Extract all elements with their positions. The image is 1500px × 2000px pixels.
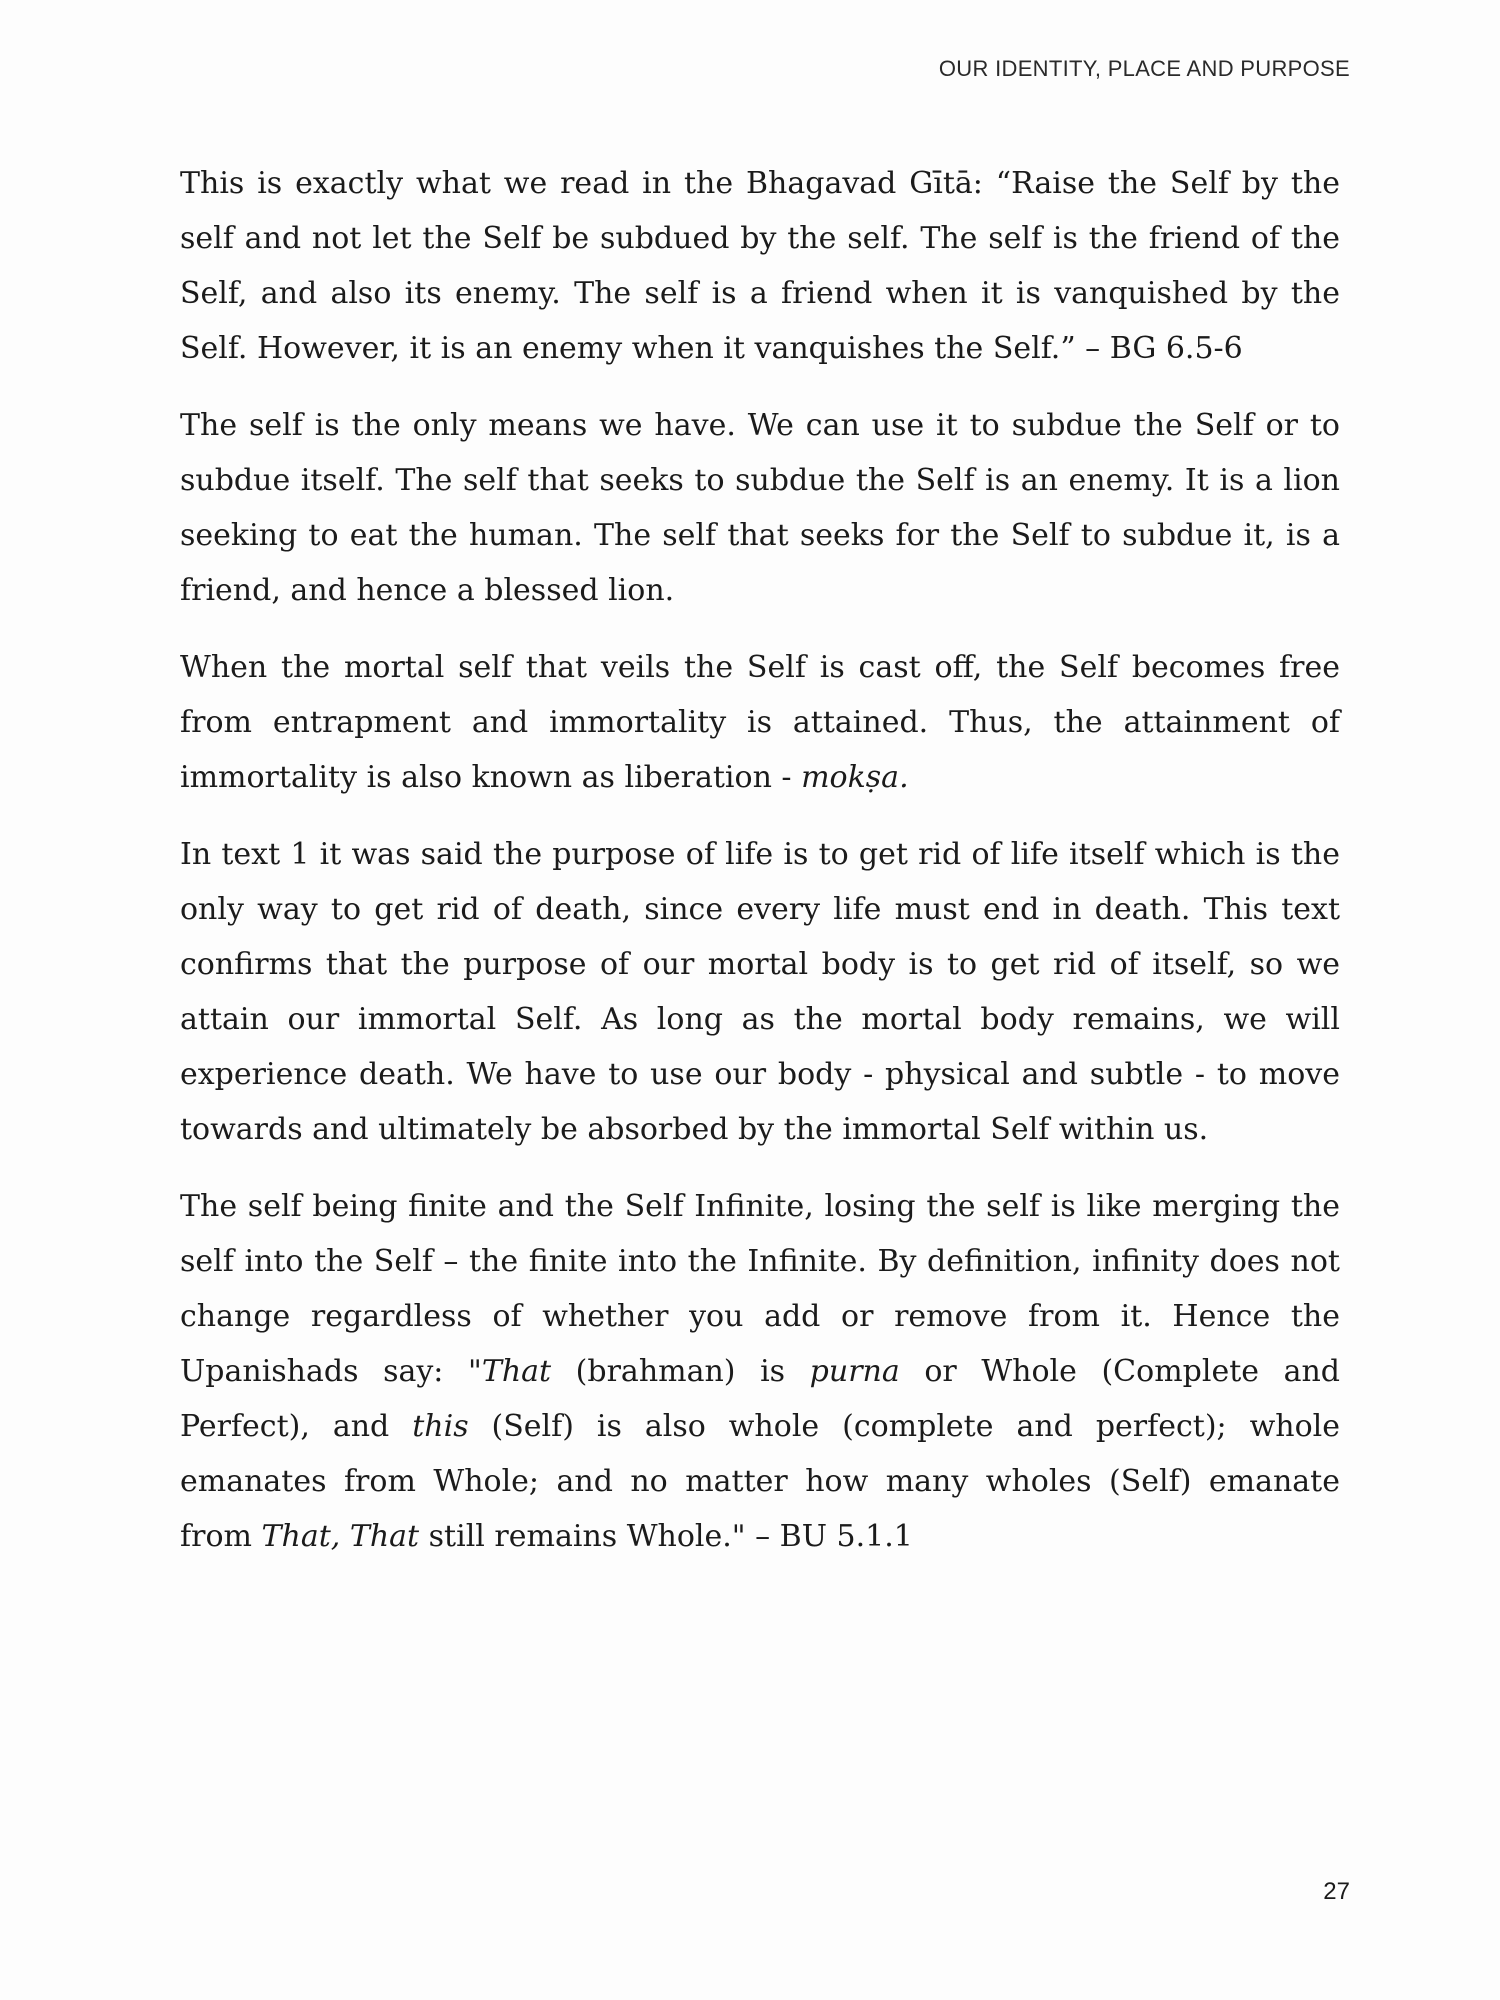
italic-term-moksa: mokṣa. <box>801 760 909 795</box>
italic-term-that-that: That, That <box>261 1519 420 1554</box>
paragraph-text: When the mortal self that veils the Self is cast off, the Self becomes free from entrapment and immortality is attained. Thus, the attainment of immortality is also known as liberation - <box>180 650 1340 795</box>
paragraph-liberation <box>180 640 1340 805</box>
paragraph-bhagavad-gita-quote: This is exactly what we read in the Bhagavad Gītā: “Raise the Self by the self and not let the Self be subdued by the self. The self is the friend of the Self, and also its enemy. The self is a friend when it is vanquished by the Self. However, it is an enemy when it vanquishes the Self.” – BG 6.5-6 <box>180 166 1340 366</box>
running-header: OUR IDENTITY, PLACE AND PURPOSE <box>938 56 1350 81</box>
italic-term-purna: purna <box>809 1354 900 1389</box>
italic-term-this: this <box>412 1409 469 1444</box>
paragraph-text: still remains Whole." – BU 5.1.1 <box>419 1519 913 1554</box>
paragraph-text: The self being finite and the Self Infinite, losing the self is like merging the self into the Self – the finite into the Infinite. By definition, infinity does not change regardless of whether you add or remove from it. Hence the Upanishads say: " <box>180 1189 1340 1389</box>
body-text <box>180 156 1340 1586</box>
paragraph-self-as-means: The self is the only means we have. We can use it to subdue the Self or to subdue itself. The self that seeks to subdue the Self is an enemy. It is a lion seeking to eat the human. The self that seeks for the Self to subdue it, is a friend, and hence a blessed lion. <box>180 408 1340 608</box>
paragraph-text: (Self) is also whole (complete and perfect); whole emanates from Whole; and no matter how many wholes (Self) emanate from <box>180 1409 1341 1554</box>
paragraph-purpose-of-life: In text 1 it was said the purpose of life is to get rid of life itself which is the only way to get rid of death, since every life must end in death. This text confirms that the purpose of our mortal body is to get rid of itself, so we attain our immortal Self. As long as the mortal body remains, we will experience death. We have to use our body - physical and subtle - to move towards and ultimately be absorbed by the immortal Self within us. <box>180 837 1340 1147</box>
paragraph-text: (brahman) is <box>551 1354 810 1389</box>
paragraph-text: or Whole (Complete and Perfect), and <box>180 1354 1341 1444</box>
paragraph-upanishad-quote <box>180 1179 1340 1564</box>
page-number: 27 <box>1323 1878 1350 1905</box>
italic-term-that: That <box>481 1354 552 1389</box>
